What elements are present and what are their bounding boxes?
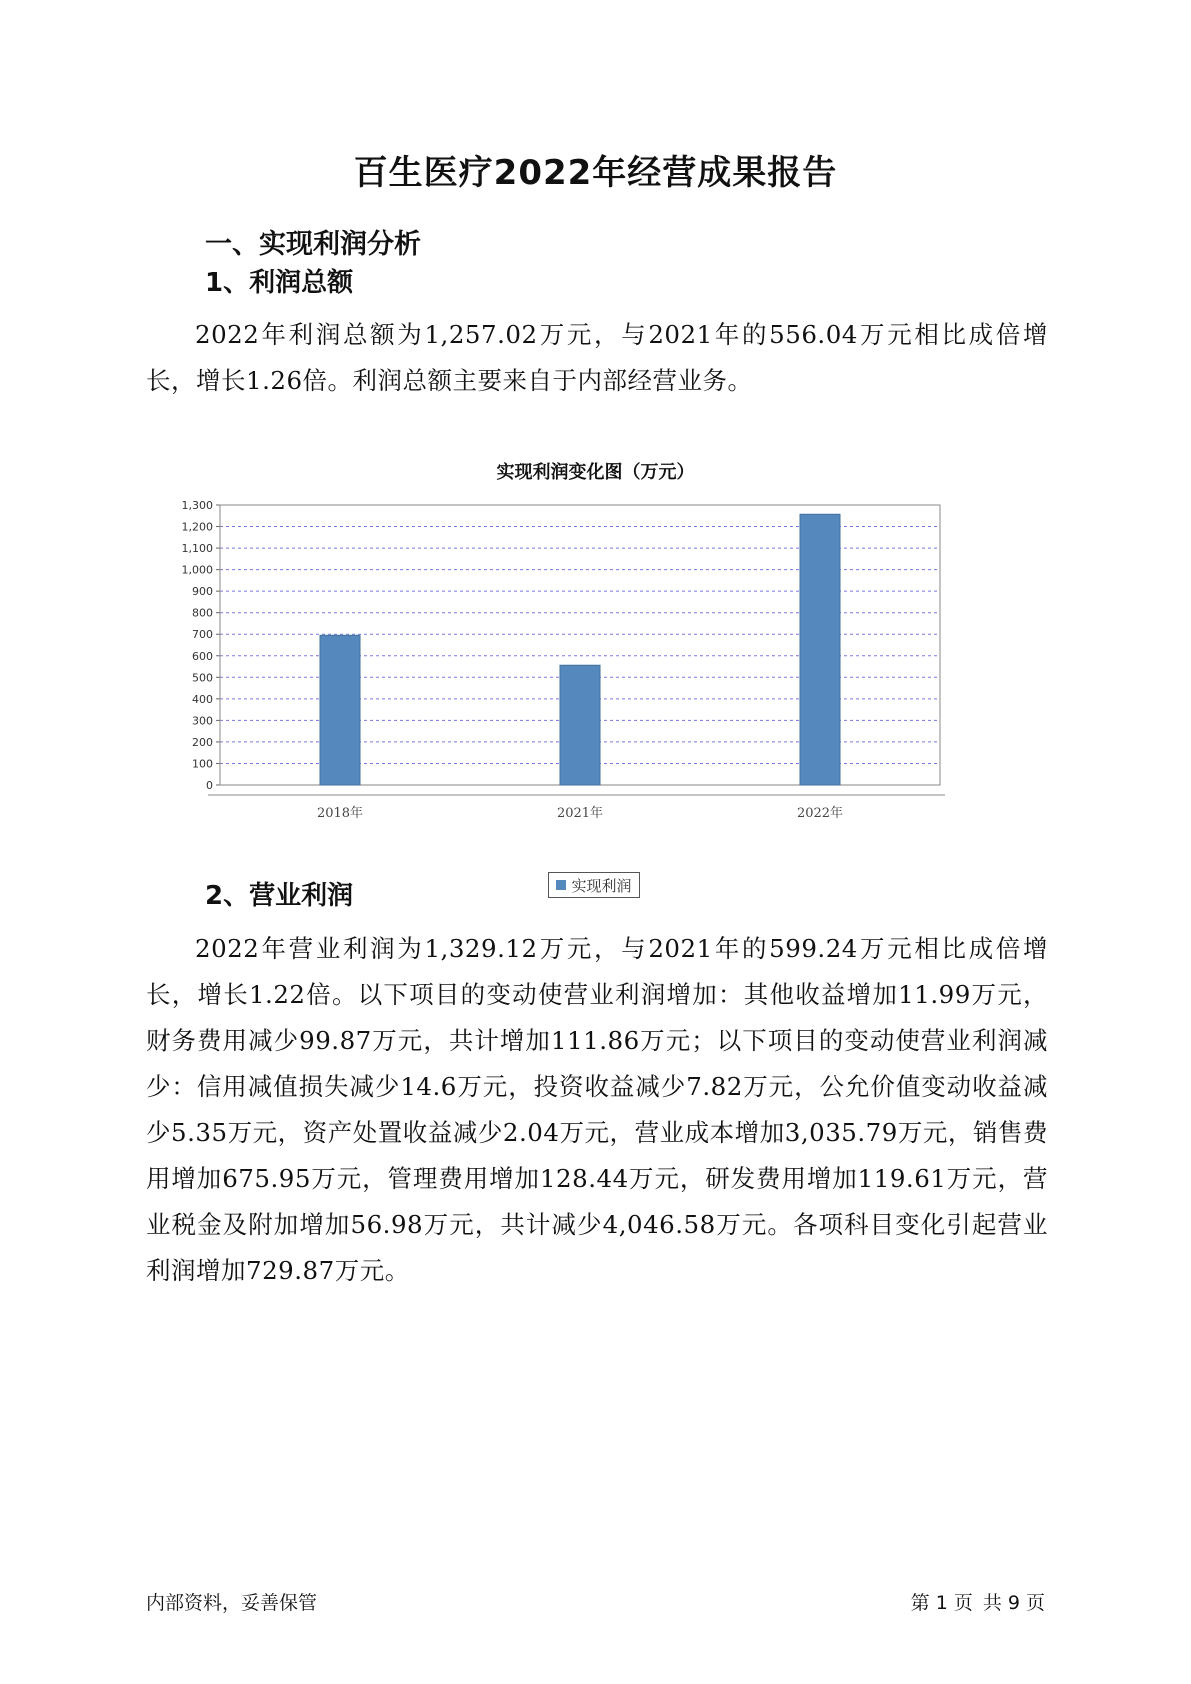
y-tick-label: 700	[192, 628, 213, 642]
y-tick-label: 0	[206, 779, 213, 792]
section-heading: 一、实现利润分析	[205, 229, 421, 260]
bar-2022年	[800, 514, 840, 785]
footer-pagination	[911, 1588, 1045, 1615]
y-tick-label: 300	[192, 714, 213, 728]
profit-total-paragraph: 2022年利润总额为1,257.02万元，与2021年的556.04万元相比成倍增长，增长1.26倍。利润总额主要来自于内部经营业务。	[146, 320, 1048, 395]
x-tick-label: 2022年	[796, 806, 844, 820]
x-tick-label: 2018年	[316, 806, 364, 820]
y-tick-label: 1,300	[181, 499, 213, 512]
y-tick-label: 500	[192, 671, 213, 685]
footer-confidential-note: 内部资料，妥善保管	[146, 1592, 318, 1614]
footer-page-number: 第 1 页	[910, 1592, 973, 1614]
profit-bar-chart	[150, 490, 950, 820]
subsection-heading-profit-total: 1、利润总额	[205, 268, 354, 298]
legend-swatch	[556, 880, 566, 890]
footer-total-pages: 共 9 页	[982, 1592, 1045, 1614]
y-tick-label: 900	[192, 585, 213, 599]
chart-legend	[548, 872, 640, 898]
y-tick-label: 1,000	[181, 563, 213, 577]
report-title: 百生医疗2022年经营成果报告	[353, 153, 838, 193]
y-tick-label: 200	[192, 735, 213, 749]
y-tick-label: 100	[192, 757, 213, 771]
operating-profit-paragraph: 2022年营业利润为1,329.12万元，与2021年的599.24万元相比成倍增长，增长1.22倍。以下项目的变动使营业利润增加：其他收益增加11.99万元，财务费用减少99.87万元，共计增加111.86万元；以下项目的变动使营业利润减少：信用减值损失减少14.6万元，投资收益减少7.82万元，公允价值变动收益减少5.35万元，资产处置收益减少2.04万元，营业成本增加3,035.79万元，销售费用增加675.95万元，管理费用增加128.44万元，研发费用增加119.61万元，营业税金及附加增加56.98万元，共计减少4,046.58万元。各项科目变化引起营业利润增加729.87万元。	[146, 934, 1048, 1285]
y-tick-label: 1,200	[181, 520, 213, 534]
bar-2021年	[560, 665, 600, 785]
bar-2018年	[320, 635, 360, 785]
subsection-heading-operating-profit: 2、营业利润	[205, 881, 354, 911]
y-tick-label: 800	[192, 606, 213, 620]
y-tick-label: 600	[192, 649, 213, 663]
y-tick-label: 400	[192, 692, 213, 706]
x-tick-label: 2021年	[556, 806, 604, 820]
y-tick-label: 1,100	[181, 542, 213, 556]
legend-label: 实现利润	[571, 876, 632, 895]
chart-title: 实现利润变化图（万元）	[496, 462, 695, 483]
